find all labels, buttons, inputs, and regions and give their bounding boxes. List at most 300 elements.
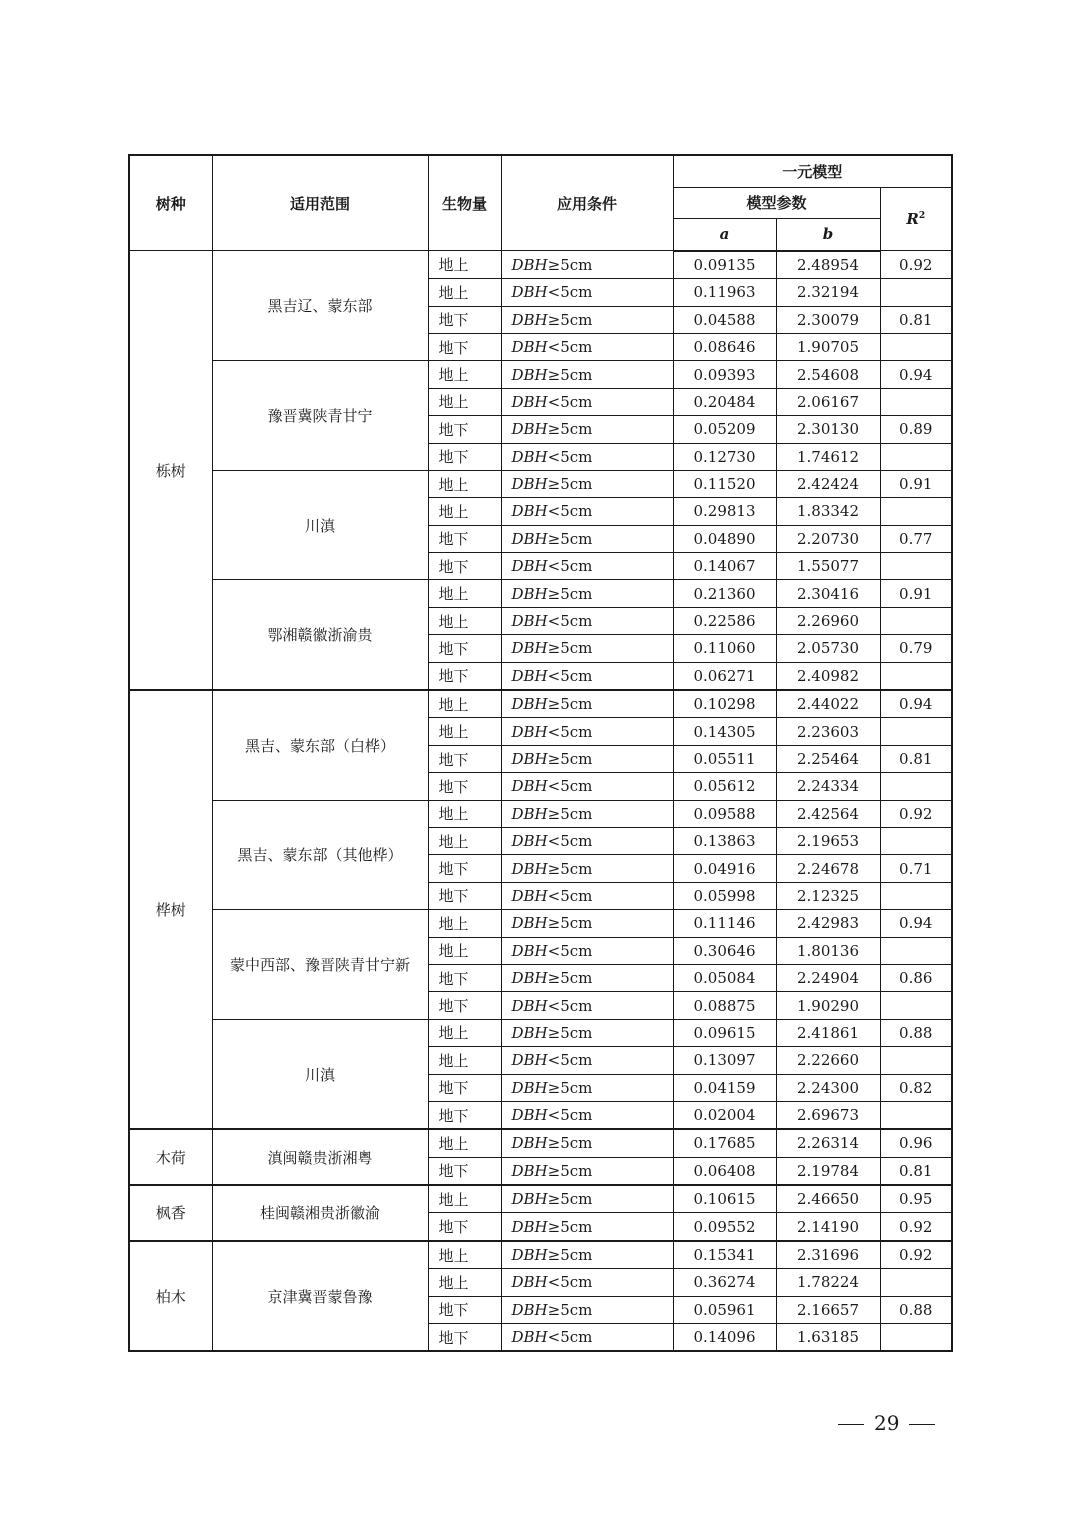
- biomass-cell: 地上: [428, 690, 501, 718]
- header-b: [776, 219, 880, 251]
- condition-threshold: ≥5cm: [547, 969, 593, 988]
- biomass-cell: 地上: [428, 1047, 501, 1074]
- condition-threshold: <5cm: [547, 283, 593, 302]
- condition-threshold: ≥5cm: [547, 255, 593, 274]
- param-b-cell: 2.69673: [776, 1101, 880, 1129]
- biomass-cell: 地上: [428, 1019, 501, 1046]
- param-a-cell: 0.05511: [673, 745, 776, 772]
- header-biomass: 生物量: [428, 155, 501, 251]
- range-cell: 滇闽赣贵浙湘粤: [212, 1129, 428, 1185]
- header-model: 一元模型: [673, 155, 952, 187]
- biomass-cell: 地下: [428, 635, 501, 662]
- condition-variable: DBH: [511, 502, 548, 521]
- biomass-cell: 地下: [428, 1296, 501, 1323]
- param-r2-cell: 0.81: [880, 745, 952, 772]
- page-dash-right: [909, 1424, 935, 1425]
- param-b-cell: 2.24678: [776, 855, 880, 882]
- param-r2-cell: 0.86: [880, 964, 952, 991]
- param-r2-cell: [880, 498, 952, 525]
- condition-threshold: <5cm: [547, 338, 593, 357]
- condition-threshold: ≥5cm: [547, 1217, 593, 1236]
- param-b-cell: 2.44022: [776, 690, 880, 718]
- condition-variable: DBH: [511, 557, 548, 576]
- param-a-cell: 0.14096: [673, 1324, 776, 1352]
- param-b-cell: 1.80136: [776, 937, 880, 964]
- condition-variable: DBH: [511, 1190, 548, 1209]
- range-cell: 川滇: [212, 470, 428, 580]
- biomass-cell: 地上: [428, 607, 501, 634]
- condition-variable: DBH: [511, 666, 548, 685]
- condition-cell: [501, 498, 673, 525]
- condition-variable: DBH: [511, 1300, 548, 1319]
- param-b-cell: 2.05730: [776, 635, 880, 662]
- param-a-cell: 0.21360: [673, 580, 776, 607]
- condition-variable: DBH: [511, 969, 548, 988]
- param-a-cell: 0.05961: [673, 1296, 776, 1323]
- param-r2-cell: 0.92: [880, 1241, 952, 1269]
- param-a-cell: 0.29813: [673, 498, 776, 525]
- condition-variable: DBH: [511, 310, 548, 329]
- param-r2-cell: 0.81: [880, 306, 952, 333]
- condition-variable: DBH: [511, 255, 548, 274]
- param-a-cell: 0.13097: [673, 1047, 776, 1074]
- condition-cell: [501, 964, 673, 991]
- param-r2-cell: [880, 607, 952, 634]
- param-r2-cell: [880, 937, 952, 964]
- condition-cell: [501, 718, 673, 745]
- param-r2-cell: [880, 992, 952, 1019]
- condition-cell: [501, 910, 673, 937]
- condition-variable: DBH: [511, 447, 548, 466]
- table-row: [129, 690, 952, 718]
- biomass-cell: 地下: [428, 1074, 501, 1101]
- param-a-cell: 0.05209: [673, 416, 776, 443]
- param-b-cell: 1.55077: [776, 553, 880, 580]
- condition-threshold: <5cm: [547, 1328, 593, 1347]
- condition-threshold: <5cm: [547, 612, 593, 631]
- param-b-cell: 2.12325: [776, 882, 880, 909]
- param-a-cell: 0.04588: [673, 306, 776, 333]
- param-r2-cell: [880, 827, 952, 854]
- param-a-cell: 0.04159: [673, 1074, 776, 1101]
- condition-cell: [501, 525, 673, 552]
- condition-cell: [501, 662, 673, 690]
- condition-cell: [501, 635, 673, 662]
- condition-cell: [501, 553, 673, 580]
- biomass-model-table: [128, 154, 953, 1352]
- range-cell: 黑吉辽、蒙东部: [212, 251, 428, 361]
- condition-cell: [501, 279, 673, 306]
- range-cell: 川滇: [212, 1019, 428, 1129]
- condition-cell: [501, 1074, 673, 1101]
- condition-cell: [501, 882, 673, 909]
- condition-variable: DBH: [511, 283, 548, 302]
- condition-variable: DBH: [511, 584, 548, 603]
- condition-cell: [501, 1324, 673, 1352]
- param-r2-cell: 0.88: [880, 1019, 952, 1046]
- species-cell: 桦树: [129, 690, 212, 1129]
- biomass-cell: 地上: [428, 827, 501, 854]
- biomass-cell: 地下: [428, 773, 501, 800]
- condition-threshold: ≥5cm: [547, 1190, 593, 1209]
- biomass-cell: 地下: [428, 1101, 501, 1129]
- param-b-cell: 1.78224: [776, 1269, 880, 1296]
- condition-variable: DBH: [511, 612, 548, 631]
- condition-cell: [501, 1101, 673, 1129]
- condition-variable: DBH: [511, 1161, 548, 1180]
- param-a-cell: 0.10298: [673, 690, 776, 718]
- param-a-cell: 0.08875: [673, 992, 776, 1019]
- param-a-cell: 0.14305: [673, 718, 776, 745]
- condition-variable: DBH: [511, 1023, 548, 1042]
- condition-threshold: <5cm: [547, 1273, 593, 1292]
- condition-cell: [501, 333, 673, 360]
- condition-threshold: <5cm: [547, 996, 593, 1015]
- biomass-cell: 地上: [428, 470, 501, 497]
- biomass-cell: 地上: [428, 1241, 501, 1269]
- condition-threshold: ≥5cm: [547, 1134, 593, 1153]
- condition-cell: [501, 1185, 673, 1213]
- condition-variable: DBH: [511, 695, 548, 714]
- param-b-cell: 2.30079: [776, 306, 880, 333]
- param-b-cell: 2.41861: [776, 1019, 880, 1046]
- biomass-cell: 地下: [428, 525, 501, 552]
- param-a-cell: 0.11146: [673, 910, 776, 937]
- param-a-cell: 0.22586: [673, 607, 776, 634]
- param-a-cell: 0.05084: [673, 964, 776, 991]
- param-r2-cell: 0.88: [880, 1296, 952, 1323]
- condition-variable: DBH: [511, 1078, 548, 1097]
- biomass-cell: 地下: [428, 1157, 501, 1185]
- param-a-cell: 0.09552: [673, 1213, 776, 1241]
- condition-cell: [501, 580, 673, 607]
- param-r2-cell: [880, 1269, 952, 1296]
- condition-cell: [501, 773, 673, 800]
- table-row: [129, 1241, 952, 1269]
- param-r2-cell: 0.94: [880, 361, 952, 388]
- biomass-cell: 地下: [428, 855, 501, 882]
- param-r2-cell: [880, 718, 952, 745]
- condition-cell: [501, 1241, 673, 1269]
- biomass-cell: 地上: [428, 1129, 501, 1157]
- param-b-cell: 2.30416: [776, 580, 880, 607]
- condition-cell: [501, 690, 673, 718]
- biomass-cell: 地下: [428, 333, 501, 360]
- table-row: [129, 470, 952, 497]
- condition-cell: [501, 992, 673, 1019]
- condition-threshold: ≥5cm: [547, 804, 593, 823]
- condition-cell: [501, 361, 673, 388]
- species-cell: 栎树: [129, 251, 212, 690]
- condition-variable: DBH: [511, 914, 548, 933]
- condition-threshold: ≥5cm: [547, 639, 593, 658]
- page-dash-left: [838, 1424, 864, 1425]
- param-a-cell: 0.14067: [673, 553, 776, 580]
- param-r2-cell: [880, 1047, 952, 1074]
- param-a-cell: 0.15341: [673, 1241, 776, 1269]
- param-b-cell: 2.40982: [776, 662, 880, 690]
- biomass-cell: 地下: [428, 306, 501, 333]
- param-r2-cell: [880, 773, 952, 800]
- param-b-cell: 2.16657: [776, 1296, 880, 1323]
- table-row: [129, 1019, 952, 1046]
- param-a-cell: 0.05612: [673, 773, 776, 800]
- condition-threshold: <5cm: [547, 832, 593, 851]
- biomass-cell: 地上: [428, 718, 501, 745]
- condition-threshold: ≥5cm: [547, 420, 593, 439]
- condition-cell: [501, 416, 673, 443]
- param-b-cell: 2.32194: [776, 279, 880, 306]
- condition-cell: [501, 1019, 673, 1046]
- biomass-cell: 地上: [428, 580, 501, 607]
- condition-threshold: <5cm: [547, 777, 593, 796]
- condition-variable: DBH: [511, 722, 548, 741]
- table-row: [129, 580, 952, 607]
- condition-variable: DBH: [511, 1134, 548, 1153]
- param-b-cell: 1.90290: [776, 992, 880, 1019]
- param-b-cell: 2.26960: [776, 607, 880, 634]
- param-b-cell: 2.14190: [776, 1213, 880, 1241]
- param-a-cell: 0.36274: [673, 1269, 776, 1296]
- condition-threshold: ≥5cm: [547, 584, 593, 603]
- param-a-cell: 0.04916: [673, 855, 776, 882]
- condition-variable: DBH: [511, 886, 548, 905]
- header-a: [673, 219, 776, 251]
- param-a-cell: 0.12730: [673, 443, 776, 470]
- param-a-cell: 0.11520: [673, 470, 776, 497]
- biomass-cell: 地下: [428, 1213, 501, 1241]
- condition-cell: [501, 800, 673, 827]
- condition-threshold: ≥5cm: [547, 695, 593, 714]
- param-a-cell: 0.02004: [673, 1101, 776, 1129]
- param-b-cell: 2.19784: [776, 1157, 880, 1185]
- biomass-cell: 地上: [428, 251, 501, 279]
- range-cell: 桂闽赣湘贵浙徽渝: [212, 1185, 428, 1241]
- header-condition: 应用条件: [501, 155, 673, 251]
- species-cell: 枫香: [129, 1185, 212, 1241]
- range-cell: 鄂湘赣徽浙渝贵: [212, 580, 428, 690]
- species-cell: 木荷: [129, 1129, 212, 1185]
- param-a-cell: 0.09135: [673, 251, 776, 279]
- param-a-cell: 0.09615: [673, 1019, 776, 1046]
- param-a-cell: 0.06271: [673, 662, 776, 690]
- param-r2-cell: 0.96: [880, 1129, 952, 1157]
- species-cell: 柏木: [129, 1241, 212, 1352]
- param-b-cell: 2.30130: [776, 416, 880, 443]
- param-a-cell: 0.17685: [673, 1129, 776, 1157]
- biomass-cell: 地下: [428, 443, 501, 470]
- biomass-cell: 地下: [428, 964, 501, 991]
- condition-threshold: ≥5cm: [547, 1161, 593, 1180]
- table-row: [129, 1129, 952, 1157]
- condition-threshold: <5cm: [547, 447, 593, 466]
- condition-threshold: <5cm: [547, 722, 593, 741]
- condition-variable: DBH: [511, 529, 548, 548]
- param-a-cell: 0.20484: [673, 388, 776, 415]
- condition-threshold: <5cm: [547, 392, 593, 411]
- param-r2-cell: 0.94: [880, 910, 952, 937]
- range-cell: 豫晋冀陕青甘宁: [212, 361, 428, 471]
- table-row: [129, 800, 952, 827]
- condition-variable: DBH: [511, 941, 548, 960]
- condition-threshold: <5cm: [547, 666, 593, 685]
- biomass-cell: 地上: [428, 800, 501, 827]
- biomass-cell: 地下: [428, 553, 501, 580]
- param-a-cell: 0.11963: [673, 279, 776, 306]
- param-b-cell: 2.24904: [776, 964, 880, 991]
- condition-variable: DBH: [511, 420, 548, 439]
- param-a-cell: 0.04890: [673, 525, 776, 552]
- biomass-cell: 地下: [428, 745, 501, 772]
- header-range: 适用范围: [212, 155, 428, 251]
- condition-cell: [501, 388, 673, 415]
- condition-cell: [501, 1157, 673, 1185]
- condition-variable: DBH: [511, 777, 548, 796]
- header-a-label: a: [719, 225, 730, 244]
- condition-variable: DBH: [511, 338, 548, 357]
- table-row: [129, 361, 952, 388]
- param-b-cell: 1.83342: [776, 498, 880, 525]
- condition-cell: [501, 607, 673, 634]
- condition-variable: DBH: [511, 639, 548, 658]
- condition-threshold: <5cm: [547, 1051, 593, 1070]
- biomass-cell: 地下: [428, 992, 501, 1019]
- param-a-cell: 0.13863: [673, 827, 776, 854]
- param-a-cell: 0.11060: [673, 635, 776, 662]
- condition-cell: [501, 306, 673, 333]
- header-species: 树种: [129, 155, 212, 251]
- header-r2-base: R: [906, 209, 919, 228]
- condition-cell: [501, 470, 673, 497]
- param-a-cell: 0.05998: [673, 882, 776, 909]
- param-r2-cell: 0.92: [880, 800, 952, 827]
- condition-cell: [501, 443, 673, 470]
- param-r2-cell: [880, 388, 952, 415]
- param-b-cell: 2.19653: [776, 827, 880, 854]
- condition-threshold: ≥5cm: [547, 914, 593, 933]
- range-cell: 黑吉、蒙东部（其他桦）: [212, 800, 428, 910]
- biomass-cell: 地上: [428, 361, 501, 388]
- param-r2-cell: [880, 279, 952, 306]
- table-body: [129, 251, 952, 1352]
- param-r2-cell: [880, 333, 952, 360]
- param-a-cell: 0.08646: [673, 333, 776, 360]
- biomass-cell: 地上: [428, 937, 501, 964]
- biomass-cell: 地下: [428, 662, 501, 690]
- condition-variable: DBH: [511, 475, 548, 494]
- param-r2-cell: 0.91: [880, 580, 952, 607]
- param-b-cell: 2.31696: [776, 1241, 880, 1269]
- condition-cell: [501, 855, 673, 882]
- header-r2: [880, 187, 952, 251]
- param-b-cell: 2.20730: [776, 525, 880, 552]
- param-b-cell: 2.06167: [776, 388, 880, 415]
- condition-threshold: <5cm: [547, 941, 593, 960]
- condition-threshold: ≥5cm: [547, 750, 593, 768]
- param-r2-cell: 0.91: [880, 470, 952, 497]
- condition-threshold: ≥5cm: [547, 859, 593, 878]
- param-b-cell: 1.74612: [776, 443, 880, 470]
- header-r2-sup: 2: [918, 210, 926, 221]
- condition-cell: [501, 251, 673, 279]
- biomass-cell: 地上: [428, 1185, 501, 1213]
- param-r2-cell: [880, 553, 952, 580]
- param-b-cell: 2.22660: [776, 1047, 880, 1074]
- range-cell: 京津冀晋蒙鲁豫: [212, 1241, 428, 1352]
- condition-variable: DBH: [511, 1106, 548, 1125]
- condition-variable: DBH: [511, 750, 548, 768]
- condition-variable: DBH: [511, 392, 548, 411]
- biomass-cell: 地上: [428, 1269, 501, 1296]
- param-b-cell: 2.42564: [776, 800, 880, 827]
- param-r2-cell: 0.79: [880, 635, 952, 662]
- range-cell: 蒙中西部、豫晋陕青甘宁新: [212, 910, 428, 1020]
- header-b-label: b: [822, 225, 834, 244]
- condition-variable: DBH: [511, 804, 548, 823]
- condition-cell: [501, 1296, 673, 1323]
- param-r2-cell: 0.77: [880, 525, 952, 552]
- condition-variable: DBH: [511, 365, 548, 384]
- table-row: [129, 1185, 952, 1213]
- condition-cell: [501, 1129, 673, 1157]
- condition-cell: [501, 937, 673, 964]
- condition-variable: DBH: [511, 859, 548, 878]
- param-b-cell: 2.23603: [776, 718, 880, 745]
- biomass-cell: 地下: [428, 1324, 501, 1352]
- range-cell: 黑吉、蒙东部（白桦）: [212, 690, 428, 800]
- param-r2-cell: 0.82: [880, 1074, 952, 1101]
- condition-cell: [501, 1269, 673, 1296]
- condition-variable: DBH: [511, 1328, 548, 1347]
- condition-threshold: <5cm: [547, 886, 593, 905]
- condition-variable: DBH: [511, 1217, 548, 1236]
- condition-threshold: <5cm: [547, 502, 593, 521]
- condition-cell: [501, 1047, 673, 1074]
- param-r2-cell: 0.92: [880, 1213, 952, 1241]
- param-a-cell: 0.10615: [673, 1185, 776, 1213]
- condition-variable: DBH: [511, 1273, 548, 1292]
- condition-variable: DBH: [511, 832, 548, 851]
- param-r2-cell: 0.94: [880, 690, 952, 718]
- biomass-cell: 地上: [428, 279, 501, 306]
- biomass-cell: 地下: [428, 882, 501, 909]
- param-r2-cell: 0.95: [880, 1185, 952, 1213]
- param-r2-cell: 0.71: [880, 855, 952, 882]
- biomass-cell: 地上: [428, 498, 501, 525]
- param-r2-cell: [880, 1324, 952, 1352]
- param-a-cell: 0.09393: [673, 361, 776, 388]
- param-r2-cell: 0.89: [880, 416, 952, 443]
- param-a-cell: 0.09588: [673, 800, 776, 827]
- param-b-cell: 2.25464: [776, 745, 880, 772]
- param-r2-cell: [880, 662, 952, 690]
- page-number-text: 29: [874, 1411, 900, 1435]
- param-b-cell: 2.42424: [776, 470, 880, 497]
- condition-cell: [501, 1213, 673, 1241]
- condition-threshold: ≥5cm: [547, 1246, 593, 1265]
- param-r2-cell: [880, 882, 952, 909]
- condition-threshold: ≥5cm: [547, 1023, 593, 1042]
- condition-threshold: <5cm: [547, 557, 593, 576]
- param-b-cell: 2.48954: [776, 251, 880, 279]
- param-r2-cell: [880, 1101, 952, 1129]
- param-b-cell: 2.24300: [776, 1074, 880, 1101]
- param-b-cell: 2.54608: [776, 361, 880, 388]
- page-number: [828, 1411, 945, 1435]
- param-a-cell: 0.30646: [673, 937, 776, 964]
- condition-threshold: ≥5cm: [547, 310, 593, 329]
- param-b-cell: 2.46650: [776, 1185, 880, 1213]
